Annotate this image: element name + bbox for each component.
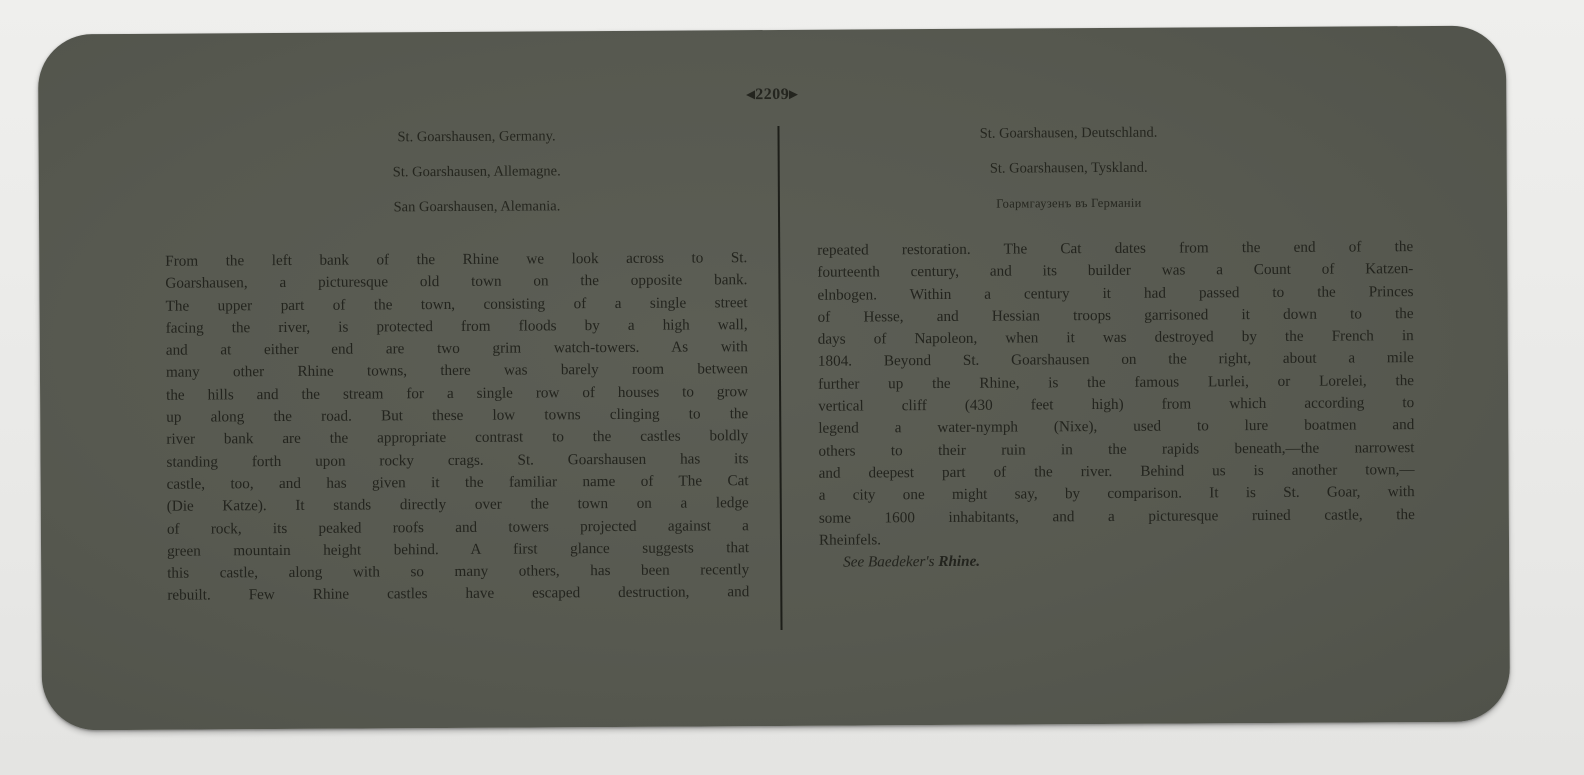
text-line: repeated restoration. The Cat dates from the end of the — [817, 238, 1414, 259]
text-line: fourteenth century, and its builder was a Count of Katzen- — [817, 260, 1414, 282]
text-line: some 1600 inhabitants, and a picturesque ruined castle, the — [818, 505, 1415, 527]
text-line: rebuilt. Few Rhine castles have escaped destruction, and — [167, 583, 750, 605]
titles-left — [286, 119, 667, 226]
text-line: and at either end are two grim watch-towers. As with — [165, 338, 748, 359]
citation-prefix: See Baedeker's — [843, 553, 939, 571]
text-line: further up the Rhine, is the famous Lurlei, or Lorelei, the — [817, 371, 1415, 393]
text-line: days of Napoleon, when it was destroyed by the French in — [817, 327, 1414, 348]
text-line: of Hesse, and Hessian troops garrisoned it down to the — [817, 304, 1414, 326]
card-number: ◂2209▸ — [746, 85, 798, 104]
titles-right — [918, 115, 1219, 222]
text-line: legend a water-nymph (Nixe), used to lure boatmen and — [818, 416, 1415, 438]
title-swedish: St. Goarshausen, Tyskland. — [989, 159, 1148, 177]
text-line: of rock, its peaked roofs and towers projected against a — [166, 516, 749, 538]
text-line: this castle, along with so many others, has been recently — [167, 561, 750, 582]
text-line: 1804. Beyond St. Goarshausen on the right, about a mile — [817, 349, 1414, 371]
description-left-column — [165, 247, 749, 607]
text-line: standing forth upon rocky crags. St. Goarshausen has its — [166, 449, 749, 471]
title-french: St. Goarshausen, Allemagne. — [392, 163, 561, 181]
text-line: Rheinfels. — [818, 531, 882, 549]
title-russian: Гоармгаузенъ въ Германіи — [996, 195, 1142, 211]
stereoview-card-back — [38, 26, 1510, 731]
text-line: a city one might say, by comparison. It is St. Goar, with — [818, 483, 1415, 504]
text-line: many other Rhine towns, there was barely room between — [165, 360, 748, 382]
description-right-column — [817, 236, 1415, 574]
text-line: The upper part of the town, consisting of a single street — [165, 293, 748, 315]
citation-source: Rhine. — [938, 552, 981, 571]
text-line: castle, too, and has given it the familiar name of The Cat — [166, 472, 749, 493]
title-spanish: San Goarshausen, Alemania. — [393, 198, 561, 216]
text-line: From the left bank of the Rhine we look across to St. — [165, 249, 748, 270]
text-line: and deepest part of the river. Behind us is another town,— — [818, 461, 1415, 482]
text-line: Goarshausen, a picturesque old town on the opposite bank. — [165, 271, 748, 293]
text-line: vertical cliff (430 feet high) from which according to — [818, 394, 1415, 415]
text-line: the hills and the stream for a single row of houses to grow — [166, 382, 749, 404]
text-line: facing the river, is protected from floods by a high wall, — [165, 316, 748, 337]
text-line: elnbogen. Within a century it had passed to the Princes — [817, 282, 1414, 304]
column-divider — [777, 126, 782, 630]
text-line: green mountain height behind. A first glance suggests that — [166, 539, 750, 560]
text-line: others to their ruin in the rapids beneath,—the narrowest — [818, 438, 1415, 460]
title-german: St. Goarshausen, Deutschland. — [979, 124, 1158, 142]
text-line: river bank are the appropriate contrast to the castles boldly — [166, 427, 749, 449]
citation — [819, 548, 1415, 574]
title-english: St. Goarshausen, Germany. — [397, 128, 556, 146]
text-line: (Die Katze). It stands directly over the town on a ledge — [166, 494, 749, 515]
text-line: up along the road. But these low towns clinging to the — [166, 405, 749, 426]
